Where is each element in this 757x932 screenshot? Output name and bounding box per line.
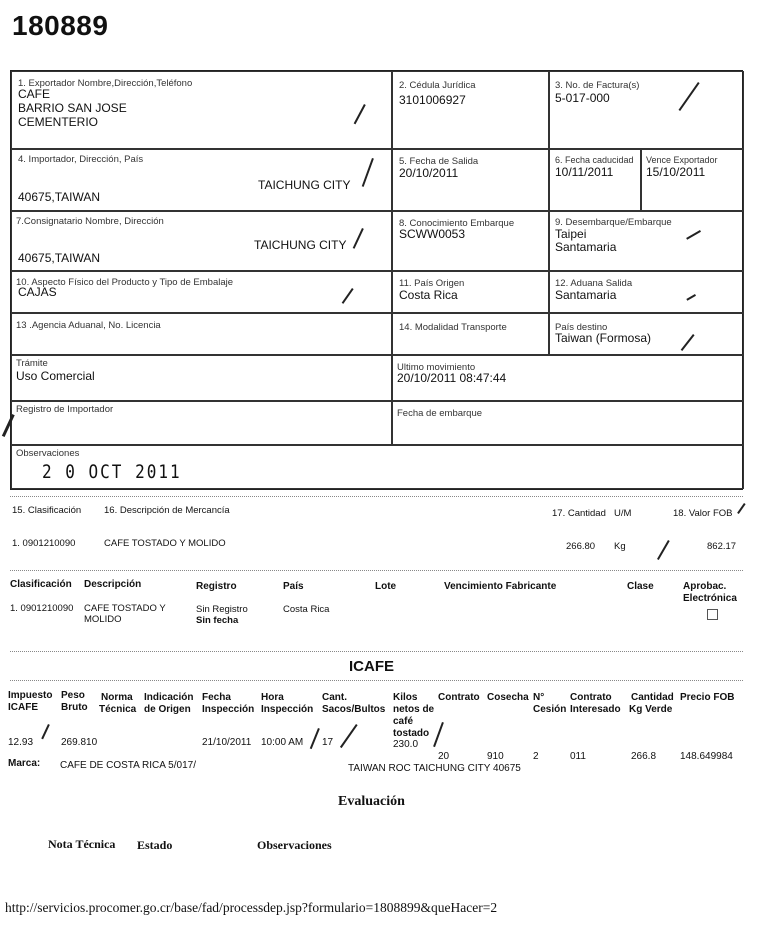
check-mark <box>686 294 696 301</box>
icafe-norma-header-1: Norma <box>101 692 133 703</box>
icafe-norma-header-2: Técnica <box>99 704 137 715</box>
modalidad-label: 14. Modalidad Transporte <box>399 322 507 333</box>
divider <box>10 680 743 681</box>
observaciones-label: Observaciones <box>16 448 80 459</box>
fecha-salida-cell <box>392 149 549 211</box>
date-stamp: 2 0 OCT 2011 <box>42 460 182 483</box>
icafe-cosecha: 910 <box>487 751 504 762</box>
pais-origen-label: 11. País Origen <box>399 278 465 289</box>
pais-destino-cell <box>549 313 744 355</box>
ultimo-mov-value: 20/10/2011 08:47:44 <box>397 371 507 385</box>
aspecto-label: 10. Aspecto Físico del Producto y Tipo de Embalaje <box>16 277 234 288</box>
divider <box>10 570 743 571</box>
signature-mark <box>2 414 14 437</box>
desembarque-cell <box>549 211 744 271</box>
icafe-fecha: 21/10/2011 <box>202 737 252 748</box>
check-mark <box>354 104 366 124</box>
pais-destino-label: País destino <box>555 322 608 333</box>
reg-descripcion-2: MOLIDO <box>84 614 122 625</box>
conocimiento-value: SCWW0053 <box>399 227 466 241</box>
fecha-caducidad-label: 6. Fecha caducidad <box>555 155 634 165</box>
divider <box>10 496 743 497</box>
conocimiento-label: 8. Conocimiento Embarque <box>399 218 515 229</box>
estado-label: Estado <box>137 838 173 852</box>
fecha-salida-value: 20/10/2011 <box>399 166 459 180</box>
icafe-indicacion-header-1: Indicación <box>144 692 194 703</box>
icafe-impuesto-header-2: ICAFE <box>8 702 38 713</box>
exportador-line3: CEMENTERIO <box>18 115 99 129</box>
cedula-cell <box>392 71 549 149</box>
icafe-fecha-header-2: Inspección <box>202 704 255 715</box>
fecha-embarque-cell <box>392 401 744 445</box>
reg-descripcion-header: Descripción <box>84 579 142 590</box>
valor-header: 18. Valor FOB <box>673 508 733 519</box>
conocimiento-cell <box>392 211 549 271</box>
marca-destination: TAIWAN ROC TAICHUNG CITY 40675 <box>348 763 521 774</box>
merch-clasificacion: 1. 0901210090 <box>12 538 76 549</box>
importador-cell <box>11 149 392 211</box>
cedula-label: 2. Cédula Jurídica <box>399 80 476 91</box>
icafe-title: ICAFE <box>349 658 394 675</box>
fecha-caducidad-cell <box>549 149 641 211</box>
factura-value: 5-017-000 <box>555 91 610 105</box>
icafe-precio: 148.649984 <box>680 751 733 762</box>
vence-exportador-label: Vence Exportador <box>646 155 718 165</box>
check-mark <box>340 724 358 748</box>
icafe-n-header-1: N° <box>533 692 545 703</box>
importador-zip: 40675,TAIWAN <box>18 190 101 204</box>
check-mark <box>686 230 701 240</box>
export-form <box>10 70 743 490</box>
icafe-hora-header-2: Inspección <box>261 704 314 715</box>
icafe-impuesto-header-1: Impuesto <box>8 690 53 701</box>
consignatario-zip: 40675,TAIWAN <box>18 251 101 265</box>
check-mark <box>657 540 670 560</box>
tramite-label: Trámite <box>16 358 48 369</box>
check-mark <box>41 724 50 739</box>
consignatario-city: TAICHUNG CITY <box>254 238 347 252</box>
consignatario-label: 7.Consignatario Nombre, Dirección <box>16 216 164 227</box>
um-header: U/M <box>614 508 632 519</box>
icafe-cant: 17 <box>322 737 334 748</box>
merch-descripcion: CAFE TOSTADO Y MOLIDO <box>104 538 226 549</box>
tramite-value: Uso Comercial <box>16 369 95 383</box>
icafe-hora: 10:00 AM <box>261 737 304 748</box>
icafe-contrato-int: 011 <box>570 751 586 762</box>
check-mark <box>310 728 320 749</box>
descripcion-header: 16. Descripción de Mercancía <box>104 505 230 516</box>
merch-cantidad: 266.80 <box>566 541 596 552</box>
reg-clasificacion: 1. 0901210090 <box>10 603 74 614</box>
desembarque-line2: Santamaria <box>555 240 617 254</box>
reg-pais-header: País <box>283 581 304 592</box>
aduana-salida-cell <box>549 271 744 313</box>
icafe-cantidad-header-1: Cantidad <box>631 692 674 703</box>
ultimo-mov-label: Ultimo movimiento <box>397 362 476 373</box>
icafe-kilos-header-3: café <box>393 716 414 727</box>
icafe-kilos-header-2: netos de <box>393 704 435 715</box>
fecha-embarque-label: Fecha de embarque <box>397 408 483 419</box>
check-mark <box>342 288 354 304</box>
aduana-salida-label: 12. Aduana Salida <box>555 278 633 289</box>
page-url: http://servicios.procomer.go.cr/base/fad/processdep.jsp?formulario=1808899&queHacer=2 <box>5 900 498 915</box>
modalidad-cell <box>392 313 549 355</box>
icafe-impuesto: 12.93 <box>8 737 34 748</box>
consignatario-cell <box>11 211 392 271</box>
evaluacion-title: Evaluación <box>338 794 405 809</box>
icafe-indicacion-header-2: de Origen <box>144 704 191 715</box>
marca-label: Marca: <box>8 758 41 769</box>
icafe-kilos-header-4: tostado <box>393 728 430 739</box>
exportador-line1: CAFE <box>18 87 51 101</box>
reg-aprobac-header-1: Aprobac. <box>683 581 727 592</box>
divider <box>10 651 743 652</box>
reg-registro-2: Sin fecha <box>196 615 239 626</box>
check-mark <box>678 82 699 111</box>
icafe-cantidad: 266.8 <box>631 751 657 762</box>
exportador-line2: BARRIO SAN JOSE <box>18 101 127 115</box>
check-mark <box>681 334 695 351</box>
aprobacion-checkbox[interactable] <box>707 609 718 620</box>
registro-importador-label: Registro de Importador <box>16 404 114 415</box>
icafe-cant-header-1: Cant. <box>322 692 347 703</box>
fecha-caducidad-value: 10/11/2011 <box>555 165 614 179</box>
reg-pais: Costa Rica <box>283 604 330 615</box>
icafe-peso: 269.810 <box>61 737 98 748</box>
icafe-cosecha-header: Cosecha <box>487 692 529 703</box>
icafe-n-cesion: 2 <box>533 751 539 762</box>
check-mark <box>433 722 444 747</box>
icafe-peso-header-2: Bruto <box>61 702 88 713</box>
reg-aprobac-header-2: Electrónica <box>683 593 737 604</box>
fecha-salida-label: 5. Fecha de Salida <box>399 156 479 167</box>
icafe-contrato-int-header-1: Contrato <box>570 692 612 703</box>
importador-city: TAICHUNG CITY <box>258 178 351 192</box>
nota-tecnica-label: Nota Técnica <box>48 837 116 851</box>
icafe-n-header-2: Cesión <box>533 704 567 715</box>
aspecto-value: CAJAS <box>18 285 57 299</box>
icafe-cant-header-2: Sacos/Bultos <box>322 704 386 715</box>
registro-importador-cell <box>11 401 392 445</box>
check-mark <box>737 503 746 514</box>
exportador-label: 1. Exportador Nombre,Dirección,Teléfono <box>18 78 193 89</box>
icafe-hora-header-1: Hora <box>261 692 284 703</box>
reg-lote-header: Lote <box>375 581 397 592</box>
icafe-kilos-header-1: Kilos <box>393 692 418 703</box>
observaciones-cell <box>11 445 744 489</box>
reg-clase-header: Clase <box>627 581 654 592</box>
icafe-fecha-header-1: Fecha <box>202 692 231 703</box>
desembarque-line1: Taipei <box>555 227 587 241</box>
desembarque-label: 9. Desembarque/Embarque <box>555 217 672 228</box>
tramite-cell <box>11 355 392 401</box>
observaciones-eval-label: Observaciones <box>257 838 332 852</box>
clasificacion-header: 15. Clasificación <box>12 505 82 516</box>
pais-origen-cell <box>392 271 549 313</box>
merch-um: Kg <box>614 541 626 552</box>
agencia-cell <box>11 313 392 355</box>
factura-cell <box>549 71 744 149</box>
ultimo-mov-cell <box>392 355 744 401</box>
cantidad-header: 17. Cantidad <box>552 508 606 519</box>
check-mark <box>353 228 364 249</box>
aduana-salida-value: Santamaria <box>555 288 617 302</box>
vence-exportador-cell <box>641 149 744 211</box>
icafe-cantidad-header-2: Kg Verde <box>629 704 673 715</box>
importador-label: 4. Importador, Dirección, País <box>18 154 144 165</box>
icafe-contrato-int-header-2: Interesado <box>570 704 621 715</box>
pais-destino-value: Taiwan (Formosa) <box>555 331 652 345</box>
factura-label: 3. No. de Factura(s) <box>555 80 640 91</box>
reg-clasificacion-header: Clasificación <box>10 579 72 590</box>
reg-registro-header: Registro <box>196 581 237 592</box>
reg-vencimiento-header: Vencimiento Fabricante <box>444 581 557 592</box>
merch-valor: 862.17 <box>707 541 737 552</box>
icafe-contrato: 20 <box>438 751 450 762</box>
marca-value: CAFE DE COSTA RICA 5/017/ <box>60 760 196 771</box>
document-number: 180889 <box>12 10 109 41</box>
pais-origen-value: Costa Rica <box>399 288 458 302</box>
reg-registro-1: Sin Registro <box>196 604 248 615</box>
icafe-kilos: 230.0 <box>393 739 419 750</box>
vence-exportador-value: 15/10/2011 <box>646 165 706 179</box>
aspecto-cell <box>11 271 392 313</box>
icafe-peso-header-1: Peso <box>61 690 85 701</box>
reg-descripcion-1: CAFE TOSTADO Y <box>84 603 166 614</box>
check-mark <box>362 158 374 187</box>
exportador-cell <box>11 71 392 149</box>
agencia-label: 13 .Agencia Aduanal, No. Licencia <box>16 320 161 331</box>
cedula-value: 3101006927 <box>399 93 466 107</box>
icafe-contrato-header: Contrato <box>438 692 480 703</box>
icafe-precio-header: Precio FOB <box>680 692 735 703</box>
